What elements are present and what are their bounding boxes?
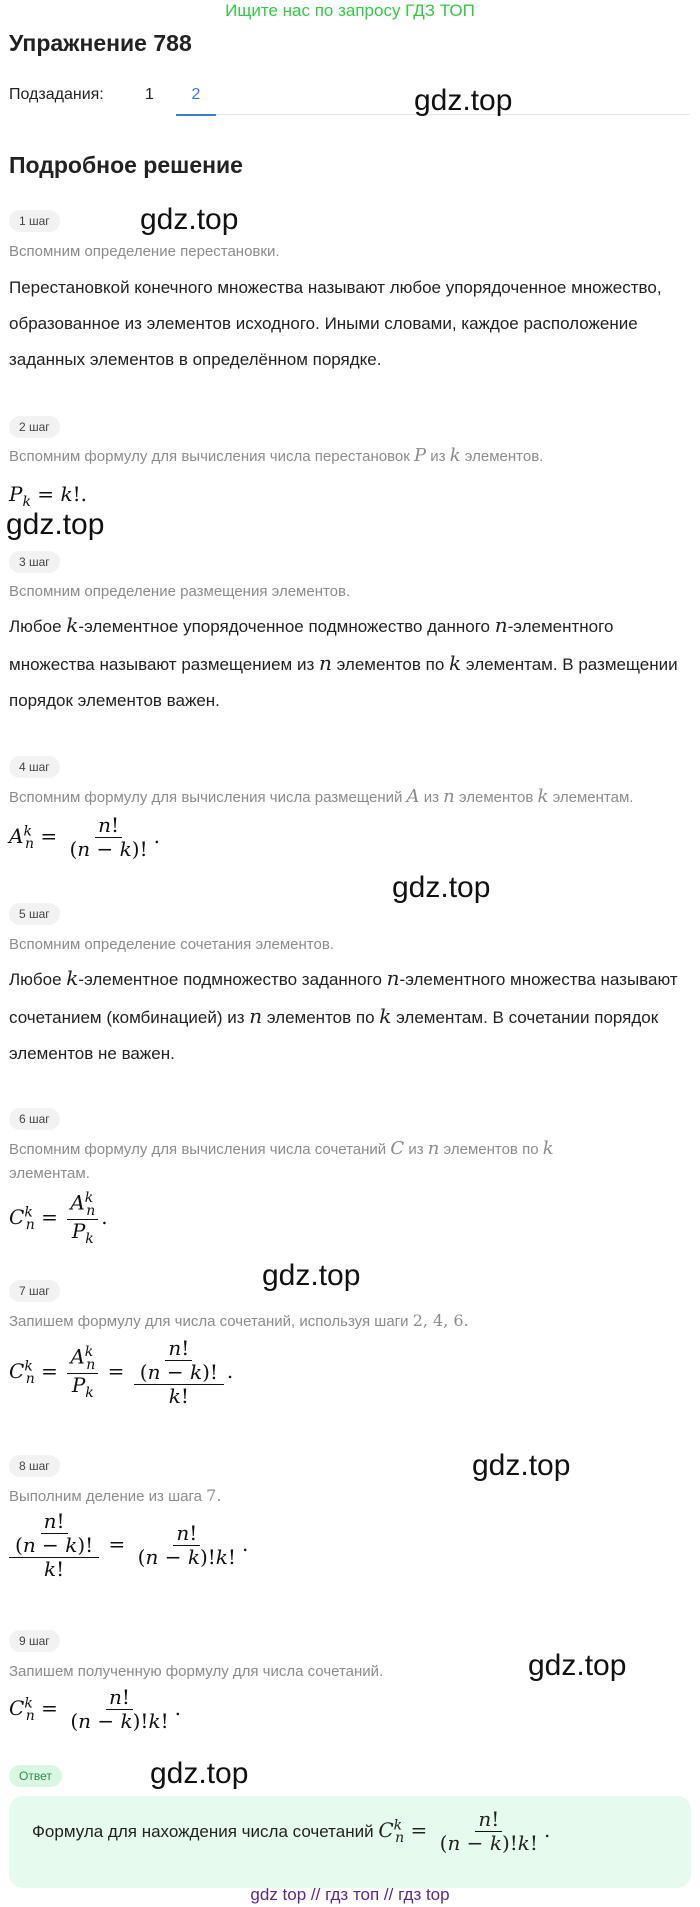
step-badge: 5 шаг [9, 903, 60, 925]
formula-division: $\frac{\frac{n!}{(n - k)!}}{k!}$ = $\frac{n!}{(n - k)!k!}$ . [6, 1510, 248, 1581]
watermark: gdz.top [472, 1449, 571, 1482]
step-note: Вспомним определение перестановки. [9, 243, 280, 260]
watermark: gdz.top [392, 871, 491, 904]
step-note: Вспомним формулу для вычисления числа перестановок P из k элементов. [9, 445, 544, 466]
formula-combinations-expanded: $C^k_n$ = $\frac{A^k_n}{P_k}$ = $\frac{\frac{n!}{(n - k)!}}{k!}$ . [9, 1336, 234, 1408]
watermark: gdz.top [140, 203, 239, 236]
step-body: Перестановкой конечного множества называют любое упорядоченное множество, образованное из элементов исходного. Иными словами, каждое расположение заданных элементов в определённом порядке. [9, 278, 662, 369]
formula-combinations-final: $C^k_n$ = $\frac{n!}{(n - k)!k!}$ . [9, 1685, 181, 1733]
step-badge: 9 шаг [9, 1630, 60, 1652]
step-note: Выполним деление из шага 7. [9, 1486, 222, 1505]
answer-badge: Ответ [9, 1765, 62, 1787]
step-badge: 1 шаг [9, 210, 60, 232]
answer-text: Формула для нахождения числа сочетаний $C^k_n$ = $\frac{n!}{(n - k)!k!}$ . [32, 1807, 551, 1855]
step-note: Вспомним определение размещения элементов. [9, 583, 351, 600]
step-badge: 3 шаг [9, 551, 60, 573]
formula-combinations: $C^k_n$ = $\frac{A^k_n}{P_k}$ . [9, 1190, 108, 1247]
watermark: gdz.top [262, 1259, 361, 1292]
top-banner[interactable]: Ищите нас по запросу ГДЗ ТОП [225, 1, 475, 20]
step-body: Любое k-элементное упорядоченное подмножество данного n-элементного множества называют размещением из n элементов по k элементам. В размещении порядок элементов важен. [9, 613, 678, 710]
subtasks-label: Подзадания: [9, 86, 104, 103]
step-badge: 6 шаг [9, 1108, 60, 1130]
watermark: gdz.top [414, 84, 513, 117]
page-title: Упражнение 788 [9, 30, 192, 56]
step-note: Вспомним определение сочетания элементов. [9, 936, 334, 953]
step-badge: 2 шаг [9, 416, 60, 438]
watermark: gdz.top [150, 1757, 249, 1790]
subtask-tab-1[interactable]: 1 [145, 86, 154, 103]
step-badge: 4 шаг [9, 756, 60, 778]
subtask-tab-2[interactable]: 2 [176, 84, 216, 116]
formula-permutations: $P_k = k$!. [9, 482, 87, 510]
watermark: gdz.top [528, 1649, 627, 1682]
step-badge: 8 шаг [9, 1455, 60, 1477]
step-note: Запишем полученную формулу для числа сочетаний. [9, 1663, 384, 1680]
step-note: Вспомним формулу для вычисления числа сочетаний C из n элементов по k элементам. [9, 1138, 554, 1182]
step-body: Любое k-элементное подмножество заданного n-элементного множества называют сочетанием (комбинацией) из n элементов по k элементам. В сочетании порядок элементов не важен. [9, 966, 678, 1063]
step-badge: 7 шаг [9, 1280, 60, 1302]
footer-links[interactable]: gdz top // гдз топ // гдз top [250, 1885, 450, 1904]
step-note: Вспомним формулу для вычисления числа размещений A из n элементов k элементам. [9, 786, 634, 807]
step-note: Запишем формулу для числа сочетаний, используя шаги 2, 4, 6. [9, 1311, 469, 1330]
watermark: gdz.top [6, 508, 105, 541]
solution-heading: Подробное решение [9, 152, 243, 178]
formula-arrangements: $A^k_n$ = $\frac{n!}{(n - k)!}$ . [9, 813, 160, 861]
